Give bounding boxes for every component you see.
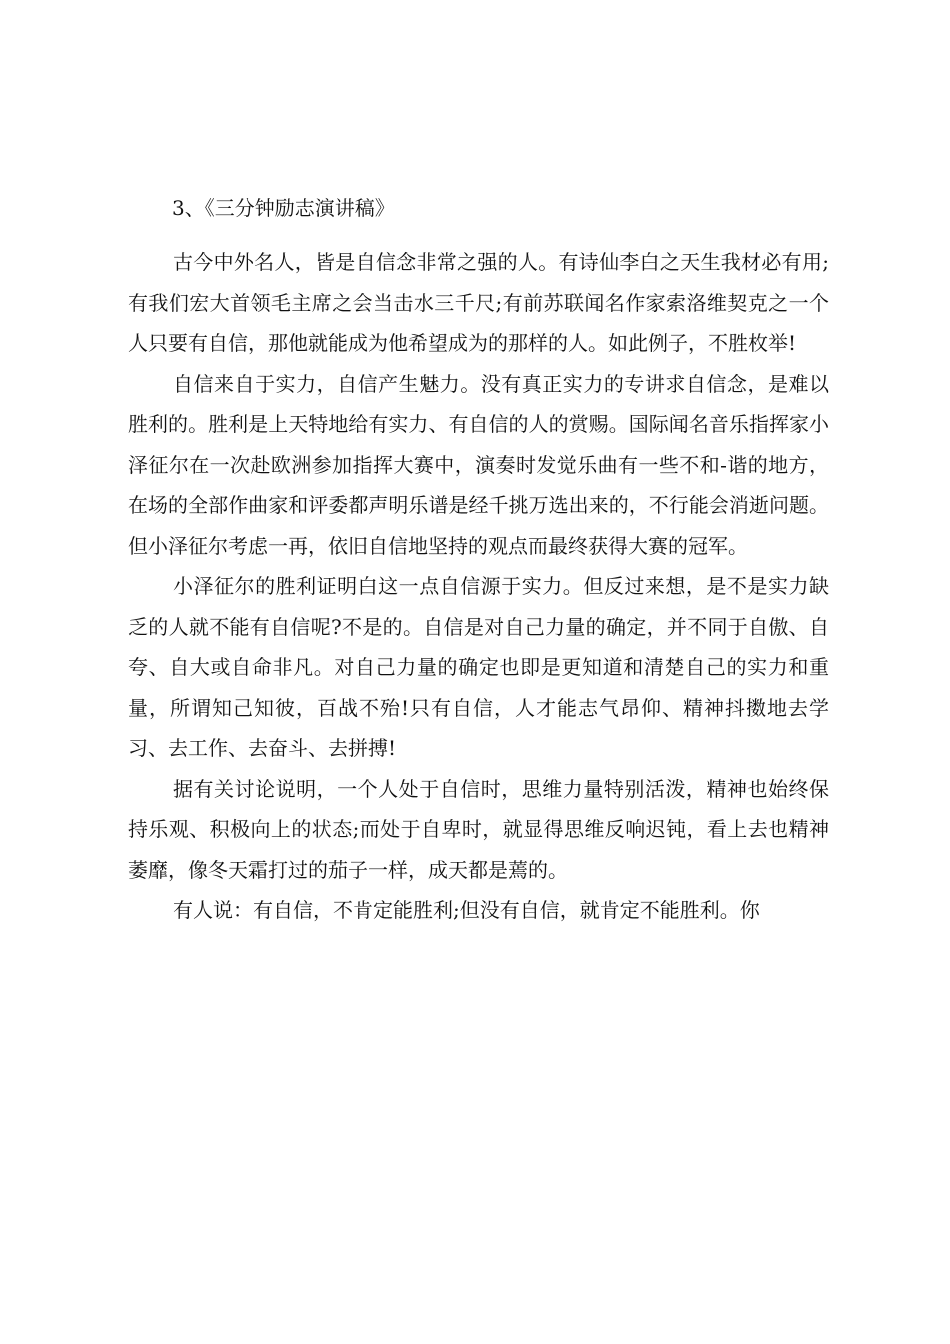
section-heading: 3、《三分钟励志演讲稿》 [172,196,395,220]
paragraph-2: 自信来自于实力，自信产生魅力。没有真正实力的专讲求自信念，是难以胜利的。胜利是上天特地给有实力、有自信的人的赏赐。国际闻名音乐指挥家小泽征尔在一次赴欧洲参加指挥大赛中，演奏时发觉乐曲有一些不和-谐的地方，在场的全部作曲家和评委都声明乐谱是经千挑万选出来的，不行能会消逝问题。但小泽征尔考虑一再，依旧自信地坚持的观点而最终获得大赛的冠军。 [128,371,829,558]
paragraph-3: 小泽征尔的胜利证明白这一点自信源于实力。但反过来想，是不是实力缺乏的人就不能有自信呢?不是的。自信是对自己力量的确定，并不同于自傲、自夸、自大或自命非凡。对自己力量的确定也即是更知道和清楚自己的实力和重量，所谓知己知彼，百战不殆!只有自信，人才能志气昂仰、精神抖擞地去学习、去工作、去奋斗、去拼搏! [128,574,829,760]
paragraph-5: 有人说：有自信，不肯定能胜利;但没有自信，就肯定不能胜利。你 [173,898,760,922]
paragraph-4: 据有关讨论说明，一个人处于自信时，思维力量特别活泼，精神也始终保持乐观、积极向上的状态;而处于自卑时，就显得思维反响迟钝，看上去也精神萎靡，像冬天霜打过的茄子一样，成天都是蔫的。 [128,776,829,882]
document-body [128,242,829,931]
paragraph-1: 古今中外名人，皆是自信念非常之强的人。有诗仙李白之天生我材必有用;有我们宏大首领毛主席之会当击水三千尺;有前苏联闻名作家索洛维契克之一个人只要有自信，那他就能成为他希望成为的那样的人。如此例子，不胜枚举! [128,250,829,355]
